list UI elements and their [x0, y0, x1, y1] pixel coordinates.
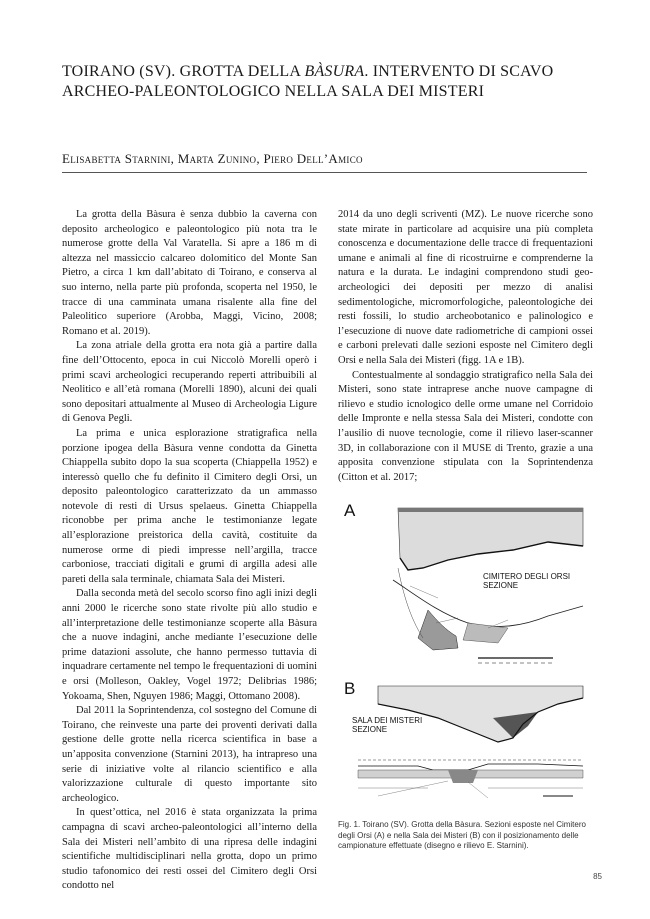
panel-a-label: A [344, 501, 356, 520]
section-drawings [338, 498, 593, 818]
title-part2: . INTERVENTO DI SCAVO ARCHEO-PALEONTOLOGICO NELLA SALA DEI MISTERI [62, 63, 554, 100]
article-title [62, 62, 602, 102]
article-authors: Elisabetta Starnini, Marta Zunino, Piero Dell’Amico [62, 151, 363, 166]
paragraph: Dal 2011 la Soprintendenza, col sostegno del Comune di Toirano, che reinveste una parte dei proventi derivati dalla gestione delle grotte nella ricerca scientifica in base a un’apposita convenzione (Starnini 2013), ha intrapreso una serie di iniziative volte al rilancio scientifico e alla valorizzazione culturale di questo importante sito archeologico. [62, 705, 317, 804]
right-column [338, 208, 593, 485]
paragraph: 2014 da uno degli scriventi (MZ). Le nuove ricerche sono state mirate in particolare ad acquisire una più completa conoscenza e documentazione delle tracce di frequentazioni umane e animali al fine di ricostruirne e comprenderne la natura e la durata. Le indagini comprendono studi geo-archeologici dei depositi per mezzo di analisi sedimentologiche, micromorfologiche, paleontologiche dei resti fossili, lo studio archeobotanico e palinologico e l’esecuzione di nuove date radiometriche di campioni ossei e carboni prelevati dalle sezioni esposte nel Cimitero degli Orsi e nella Sala dei Misteri (figg. 1A e 1B). [338, 209, 593, 366]
panel-b-title-line1: SALA DEI MISTERI [352, 716, 423, 725]
paragraph: Contestualmente al sondaggio stratigrafico nella Sala dei Misteri, sono state intraprese anche nuove campagne di rilievo e studio icnologico delle orme umane nel Corridoio delle Impronte e nella stessa Sala dei Misteri, condotte con l’ausilio di nuove tecnologie, come il rilievo laser-scanner 3D, in collaborazione con il MUSE di Trento, grazie a una apposita convenzione stipulata con la Soprintendenza (Citton et al. 2017; [338, 369, 593, 483]
paragraph: Dalla seconda metà del secolo scorso fino agli inizi degli anni 2000 le ricerche sono state rivolte più allo studio e all’interpretazione delle testimonianze scoperte alla Bàsura che a nuove indagini, anche mediante l’esecuzione delle prime datazioni assolute, che hanno permesso tuttavia di inquadrare certamente nel tempo le frequentazioni di uomini e orsi (Molleson, Oakley, Vogel 1972; Delibrias 1986; Yokoama, Shen, Nguyen 1986; Maggi, Ottomano 2008). [62, 588, 317, 702]
paragraph: In quest’ottica, nel 2016 è stata organizzata la prima campagna di scavi archeo-paleontologici all’interno della Sala dei Misteri nell’ambito di una ripresa delle indagini scientifiche multidisciplinari nella grotta, dopo un primo studio tafonomico dei resti ossei del Cimitero degli Orsi condotto nel [62, 807, 317, 892]
panel-a-title-line1: CIMITERO DEGLI ORSI [483, 572, 571, 581]
panel-b-label: B [344, 679, 356, 698]
figure-sections [338, 498, 593, 818]
title-part1: TOIRANO (SV). GROTTA DELLA [62, 63, 305, 80]
header-divider [62, 172, 587, 173]
paragraph: La prima e unica esplorazione stratigrafica nella porzione ipogea della Bàsura venne condotta da Ginetta Chiappella subito dopo la sua scoperta (Chiappella 1952) e interessò quello che fu definito il Cimitero degli Orsi, un deposito paleontologico caratterizzato da un ammasso notevole di resti di Ursus spelaeus. Ginetta Chiappella riconobbe per prima anche le testimonianze legate all’esplorazione preistorica della cavità, costituite da numerose orme di piedi impresse nell’argilla, tracce carboniose, tracciati digitali e grumi di argilla adesi alle pareti della sala terminale, chiamata Sala dei Misteri. [62, 427, 317, 585]
left-column [62, 208, 317, 894]
panel-a-title-line2: SEZIONE [483, 581, 519, 590]
figure-caption: Fig. 1. Toirano (SV). Grotta della Bàsura. Sezioni esposte nel Cimitero degli Orsi (A) e nella Sala dei Misteri (B) con il posizionamento delle campionature effettuate (disegno e rilievo E. Starnini). [338, 820, 586, 850]
page-number: 85 [593, 872, 602, 881]
title-italic: BÀSURA [304, 63, 365, 80]
paragraph: La zona atriale della grotta era nota già a partire dalla fine dell’Ottocento, epoca in cui Niccolò Morelli operò i primi scavi archeologici recuperando reperti attribuibili al Neolitico e all’età romana (Morelli 1890), alcuni dei quali sono depositari attualmente al Museo di Archeologia Ligure di Genova Pegli. [62, 340, 317, 425]
panel-b-drawing [358, 686, 583, 798]
paragraph: La grotta della Bàsura è senza dubbio la caverna con deposito archeologico e paleontologico più nota tra le numerose grotte della Val Varatella. Si apre a 186 m di altezza nel massiccio calcareo dolomitico del Monte San Pietro, a circa 1 km dall’abitato di Toirano, e conserva al suo interno, nella parte più profonda, scoperta nel 1950, le tracce di una camminata umana risalente alla fine del Paleolitico superiore (Arobba, Maggi, Vicino, 2008; Romano et al. 2019). [62, 209, 317, 337]
panel-b-title-line2: SEZIONE [352, 725, 388, 734]
